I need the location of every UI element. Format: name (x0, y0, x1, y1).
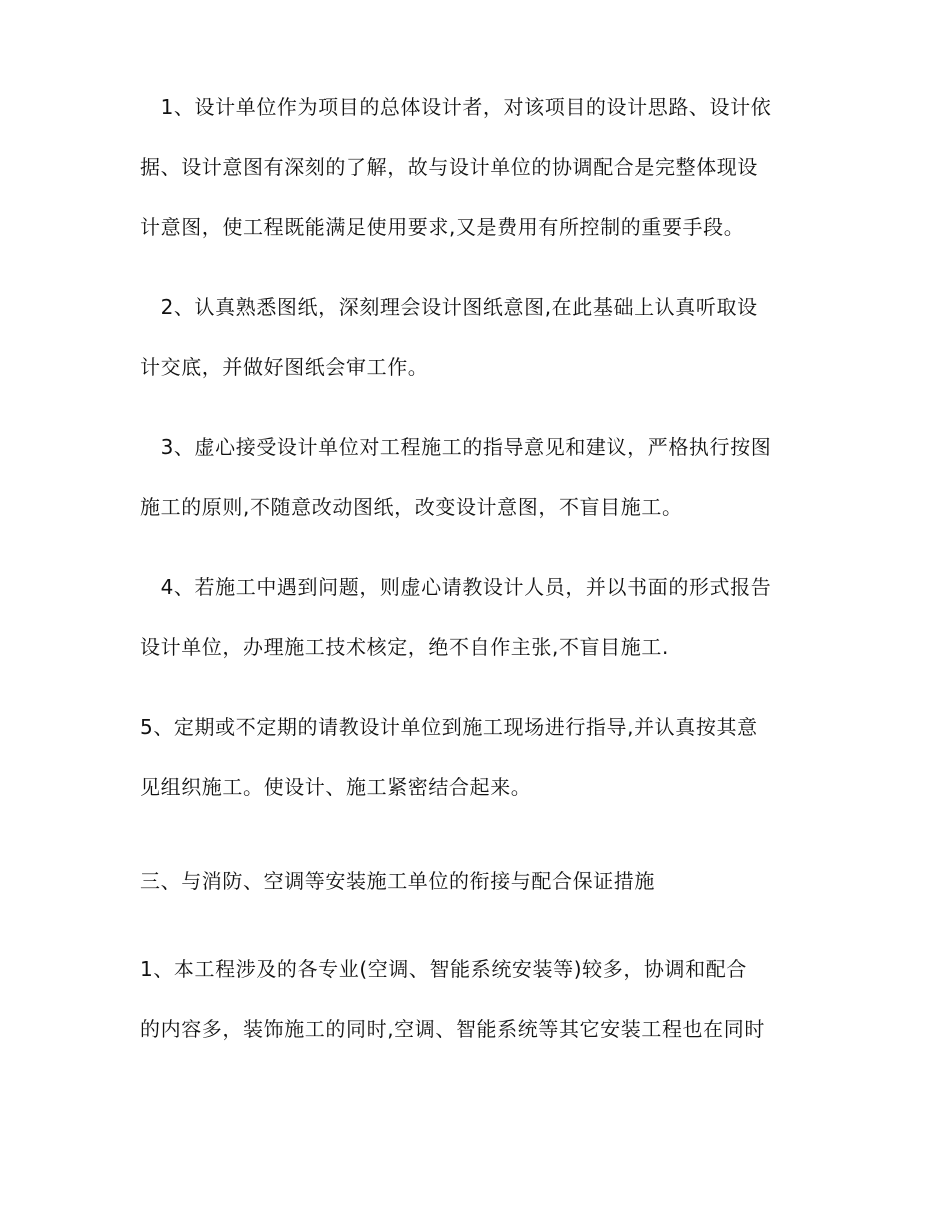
paragraph-2-line-1: 2、认真熟悉图纸，深刻理会设计图纸意图,在此基础上认真听取设 (140, 295, 758, 319)
section-heading: 三、与消防、空调等安装施工单位的衔接与配合保证措施 (140, 869, 655, 893)
paragraph-6-line-2: 的内容多，装饰施工的同时,空调、智能系统等其它安装工程也在同时 (140, 1017, 765, 1041)
paragraph-3-line-2: 施工的原则,不随意改动图纸，改变设计意图，不盲目施工。 (140, 495, 683, 519)
paragraph-1-line-1: 1、设计单位作为项目的总体设计者，对该项目的设计思路、设计依 (140, 95, 772, 119)
paragraph-1-line-2: 据、设计意图有深刻的了解，故与设计单位的协调配合是完整体现设 (140, 155, 758, 179)
paragraph-4-line-2: 设计单位，办理施工技术核定，绝不自作主张,不盲目施工. (140, 635, 669, 659)
paragraph-1-line-3: 计意图，使工程既能满足使用要求,又是费用有所控制的重要手段。 (140, 215, 745, 239)
paragraph-6-line-1: 1、本工程涉及的各专业(空调、智能系统安装等)较多，协调和配合 (140, 957, 747, 981)
paragraph-2-line-2: 计交底，并做好图纸会审工作。 (140, 355, 429, 379)
paragraph-4-line-1: 4、若施工中遇到问题，则虚心请教设计人员，并以书面的形式报告 (140, 575, 772, 599)
paragraph-5-line-1: 5、定期或不定期的请教设计单位到施工现场进行指导,并认真按其意 (140, 715, 758, 739)
paragraph-5-line-2: 见组织施工。使设计、施工紧密结合起来。 (140, 775, 532, 799)
paragraph-3-line-1: 3、虚心接受设计单位对工程施工的指导意见和建议，严格执行按图 (140, 435, 772, 459)
